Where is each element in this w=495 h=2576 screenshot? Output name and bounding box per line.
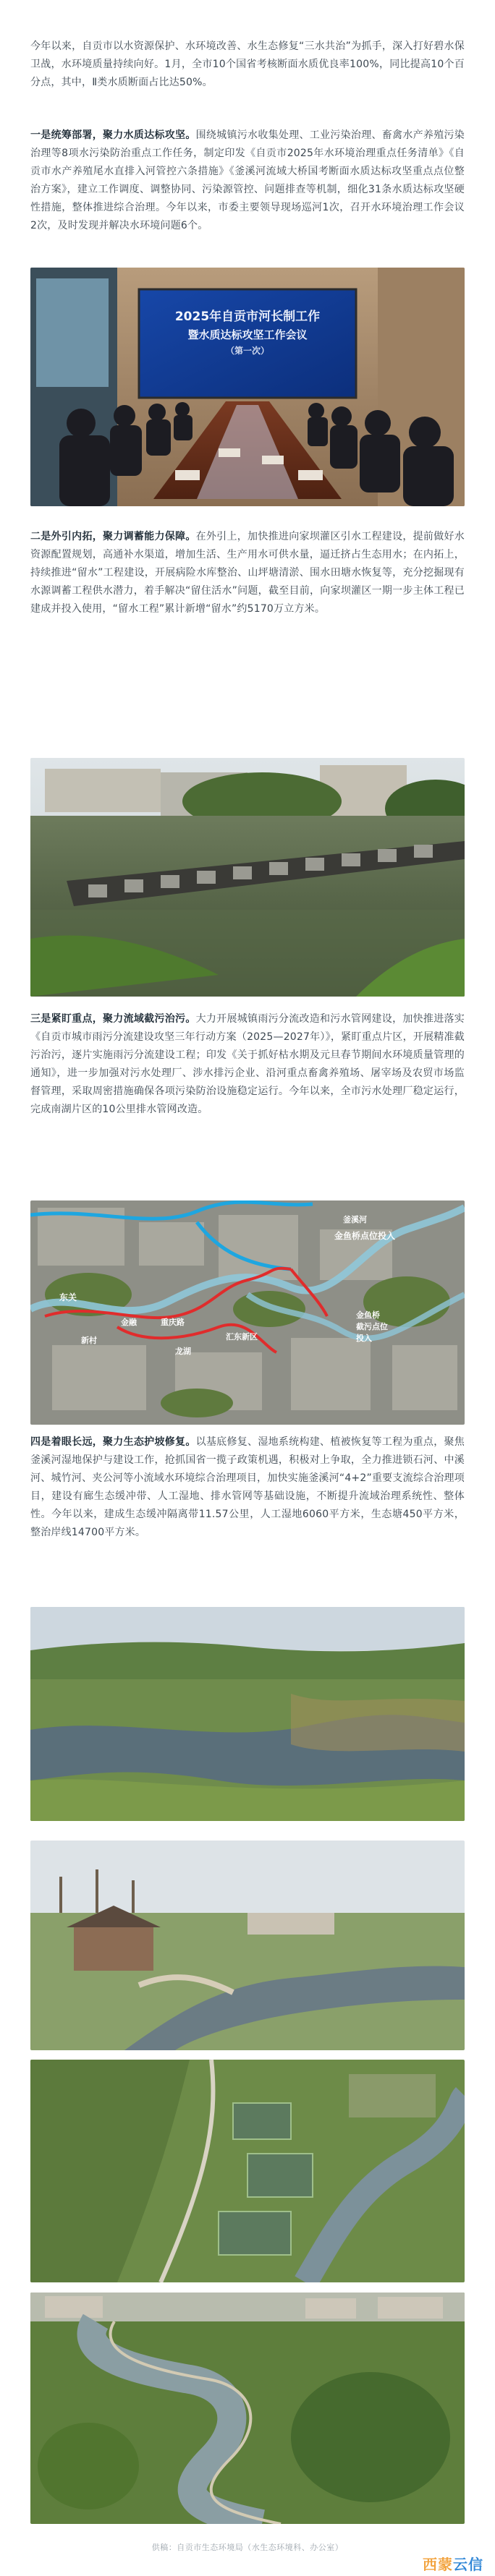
- section-3-paragraph: [30, 1010, 465, 1119]
- intro-paragraph: 今年以来，自贡市以水资源保护、水环境改善、水生态修复“三水共治”为抓手，深入打好碧水保卫战，水环境质量持续向好。1月，全市10个国省考核断面水质优良率100%，同比提高10个百分点，其中，Ⅱ类水质断面占比达50%。: [30, 40, 465, 88]
- watermark-part-a: 西蒙: [423, 2556, 453, 2573]
- map-label-jinyuqiao-1: 金鱼桥点位投入: [334, 1231, 396, 1241]
- section-3-body: 大力开展城镇雨污分流改造和污水管网建设，加快推进落实《自贡市城市雨污分流建设攻坚三年行动方案（2025—2027年）》，紧盯重点片区，开展精准截污治污，逐片实施雨污分流建设工程；印发《关于抓好枯水期及元旦春节期间水环境质量管理的通知》，进一步加强对污水处理厂、涉水排污企业、沿河重点畜禽养殖场、屠宰场及农贸市场监督管理，采取周密措施确保各项污染防治设施稳定运行。今年以来，全市污水处理厂稳定运行，完成南湖片区的10公里排水管网改造。: [30, 1013, 465, 1115]
- map-label-jiewu: 截污点位: [356, 1322, 388, 1331]
- watermark-part-b: 云信: [453, 2556, 483, 2573]
- map-label-touru: 投入: [356, 1334, 372, 1343]
- map-label-jinrong: 金融: [121, 1318, 137, 1327]
- map-label-chongqing-rd: 重庆路: [161, 1318, 185, 1327]
- site-watermark: [423, 2553, 483, 2574]
- section-1-paragraph: [30, 127, 465, 235]
- section-2-lead: 二是外引内拓，聚力调蓄能力保障。: [30, 531, 196, 542]
- section-4-lead: 四是着眼长远，聚力生态护坡修复。: [30, 1436, 196, 1448]
- reservoir-photo: [30, 758, 465, 997]
- map-label-huidong: 汇东新区: [226, 1332, 258, 1342]
- source-credit: 供稿：自贡市生态环境局（水生态环境科、办公室）: [151, 2543, 344, 2552]
- meeting-banner-line3: （第一次）: [225, 346, 269, 356]
- section-2-body: 在外引上，加快推进向家坝灌区引水工程建设，提前做好水资源配置规划，高通补水渠道，增加生活、生产用水可供水量，逼迁挤占生态用水；在内拓上，持续推进“留水”工程建设，开展病险水库整治、山坪塘清淤、围水田塘水恢复等，充分挖掘现有水源调蓄工程供水潜力，着手解决“留住活水”问题，截至目前，向家坝灌区一期一步主体工程已建成并投入使用，“留水工程”累计新增“留水”约5170万立方米。: [30, 531, 465, 615]
- meeting-photo: [30, 268, 465, 506]
- map-label-dongguan: 东关: [59, 1292, 77, 1302]
- map-label-jinyuqiao-2: 金鱼桥: [356, 1310, 380, 1320]
- map-label-xincun: 新村: [81, 1336, 97, 1345]
- map-label-fuxi-river: 釜溪河: [343, 1215, 367, 1224]
- map-label-longhu: 龙湖: [175, 1347, 191, 1356]
- river-wetland-photo: [30, 1607, 465, 1821]
- meeting-banner-line1: 2025年自贡市河长制工作: [174, 310, 321, 324]
- meeting-banner-line2: 暨水质达标攻坚工作会议: [187, 328, 308, 341]
- section-3-lead: 三是紧盯重点，聚力流域截污治污。: [30, 1013, 196, 1025]
- meeting-banner: [139, 307, 356, 358]
- section-4-body: 以基底修复、湿地系统构建、植被恢复等工程为重点，聚焦釜溪河湿地保护与建设工作，抢抓国省一揽子政策机遇，积极对上争取，全力推进锁石河、中溪河、城竹河、夹公河等小流域水环境综合治理项目，加快实施釜溪河“4+2”重要支流综合治理项目，建设有廊生态缓冲带、人工湿地、排水管网等基础设施，不断提升流域治理系统性、整体性。今年以来，建成生态缓冲隔离带11.57公里，人工湿地6060平方米，生态塘450平方米，整治岸线14700平方米。: [30, 1436, 465, 1538]
- section-4-paragraph: [30, 1433, 465, 1542]
- section-1-body: 围绕城镇污水收集处理、工业污染治理、畜禽水产养殖污染治理等8项水污染防治重点工作任务，制定印发《自贡市2025年水环境治理重点任务清单》《自贡市水产养殖尾水直排入河管控六条措施》《釜溪河流域大桥国考断面水质达标攻坚重点点位整治方案》，建立工作调度、调整协同、污染源管控、问题排查等机制，细化31条水质达标攻坚硬性措施，整体推进综合治理。今年以来，市委主要领导现场巡河1次，召开水环境治理工作会议2次，及时发现并解决水环境问题6个。: [30, 129, 465, 231]
- section-2-paragraph: [30, 528, 465, 618]
- article-footer: [0, 2531, 495, 2576]
- aerial-wetland-photo: [30, 2060, 465, 2282]
- winding-river-photo: [30, 2293, 465, 2524]
- riverside-village-photo: [30, 1841, 465, 2050]
- aerial-map-photo: [30, 1200, 465, 1425]
- section-1-lead: 一是统筹部署，聚力水质达标攻坚。: [30, 129, 196, 141]
